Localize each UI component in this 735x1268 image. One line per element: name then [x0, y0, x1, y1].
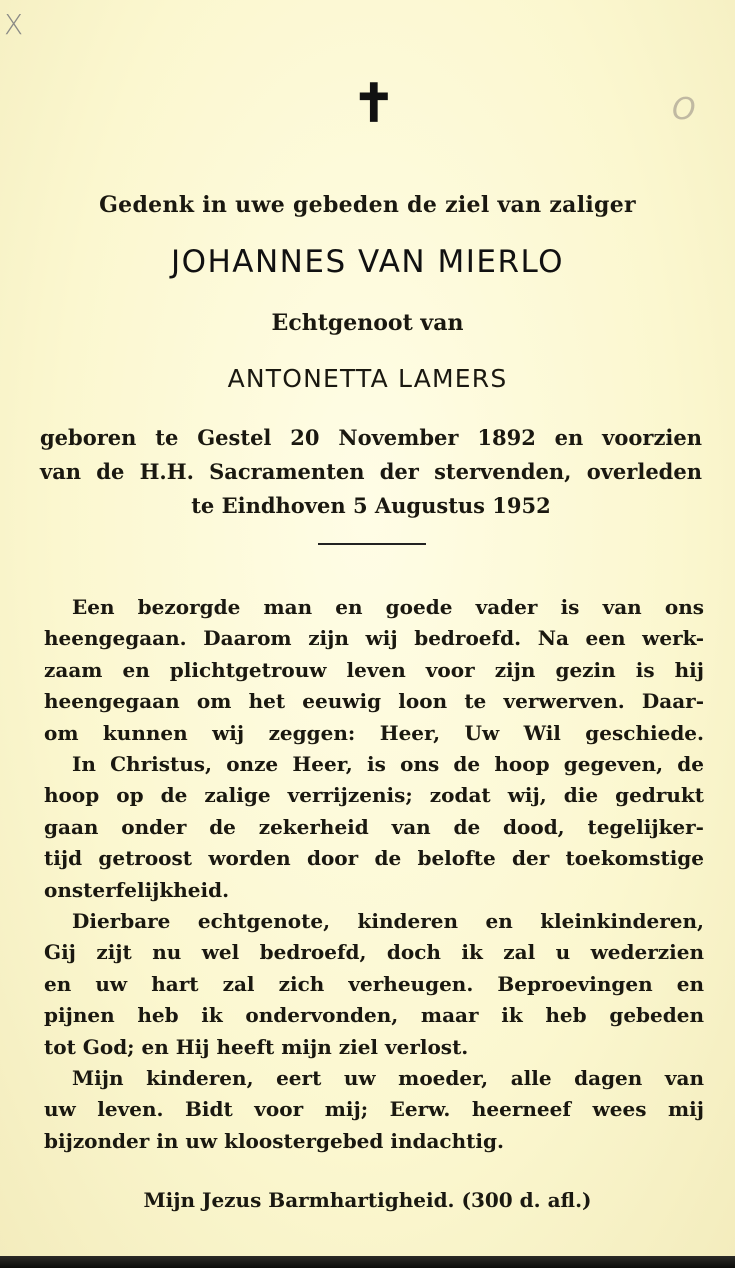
text-line: bijzonder in uw kloostergebed indachtig.	[44, 1128, 504, 1153]
text-line: Mijn kinderen, eert uw moeder, alle dagen van	[72, 1066, 704, 1090]
text-line: tijd getroost worden door de belofte der toekomstige	[44, 846, 704, 871]
cross-icon: ✝	[352, 73, 396, 134]
text-line: tot God; en Hij heeft mijn ziel verlost.	[44, 1034, 469, 1059]
closing-prayer: Mijn Jezus Barmhartigheid. (300 d. afl.)	[143, 1188, 592, 1212]
text-line: en uw hart zal zich verheugen. Beproevingen en	[44, 971, 704, 996]
text-line: pijnen heb ik ondervonden, maar ik heb gebeden	[44, 1003, 704, 1028]
pencil-mark-o: O	[672, 92, 696, 127]
divider-rule	[318, 543, 426, 545]
spouse-name: ANTONETTA LAMERS	[227, 364, 508, 393]
text-line: heengegaan om het eeuwig loon te verwerven. Daar-	[44, 689, 704, 714]
text-line: zaam en plichtgetrouw leven voor zijn gezin is hij	[44, 657, 704, 682]
text-line: Gij zijt nu wel bedroefd, doch ik zal u wederzien	[44, 940, 704, 965]
dates-line: te Eindhoven 5 Augustus 1952	[191, 493, 551, 518]
text-line: Dierbare echtgenote, kinderen en kleinkinderen,	[72, 909, 704, 933]
text-line: gaan onder de zekerheid van de dood, tegelijker-	[44, 814, 704, 839]
text-line: heengegaan. Daarom zijn wij bedroefd. Na een werk-	[44, 626, 704, 651]
deceased-name: JOHANNES VAN MIERLO	[170, 244, 565, 280]
birth-death-details	[40, 421, 702, 523]
text-line: Een bezorgde man en goede vader is van ons	[72, 595, 704, 619]
pencil-mark-x: X	[4, 8, 24, 41]
scan-bottom-edge	[0, 1256, 735, 1268]
spouse-of-label: Echtgenoot van	[271, 310, 464, 336]
paragraph-1	[44, 592, 704, 749]
paragraph-4	[44, 1063, 704, 1157]
paragraph-2	[44, 749, 704, 906]
paragraph-3	[44, 906, 704, 1063]
text-line: onsterfelijkheid.	[44, 877, 230, 902]
dates-line: van de H.H. Sacramenten der stervenden, overleden	[40, 459, 702, 484]
text-line: uw leven. Bidt voor mij; Eerw. heerneef wees mij	[44, 1097, 704, 1122]
text-line: om kunnen wij zeggen: Heer, Uw Wil geschiede.	[44, 720, 704, 745]
text-line: hoop op de zalige verrijzenis; zodat wij, die gedrukt	[44, 783, 704, 808]
text-line: In Christus, onze Heer, is ons de hoop gegeven, de	[72, 752, 704, 776]
dates-line: geboren te Gestel 20 November 1892 en voorzien	[40, 425, 702, 450]
intro-line: Gedenk in uwe gebeden de ziel van zaliger	[99, 192, 636, 218]
